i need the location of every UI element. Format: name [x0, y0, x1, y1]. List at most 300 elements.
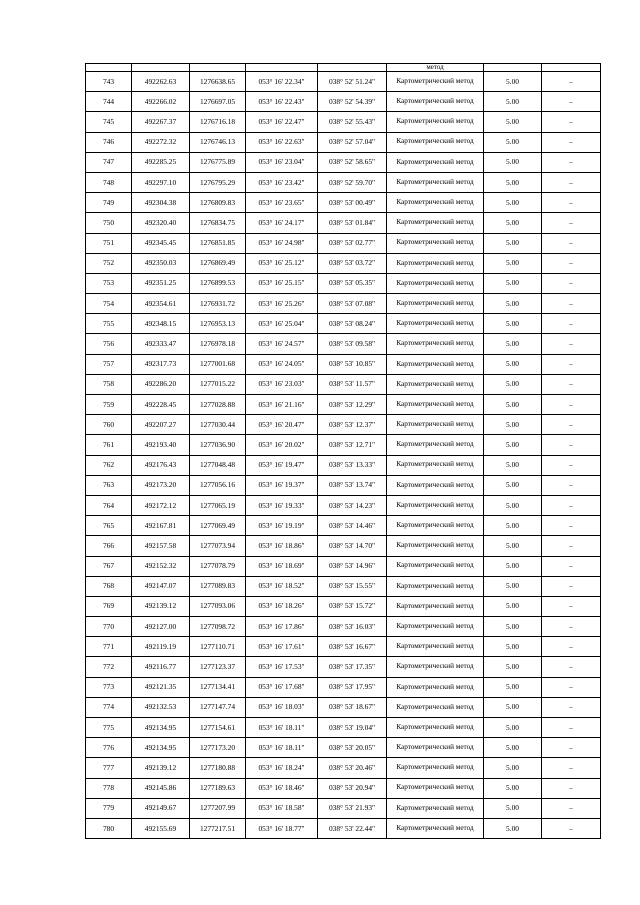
y-coordinate-cell: 1276795.29 — [190, 172, 246, 192]
y-coordinate-cell: 1277073.94 — [190, 536, 246, 556]
note-cell: – — [542, 455, 601, 475]
note-cell: – — [542, 536, 601, 556]
accuracy-cell: 5.00 — [484, 253, 542, 273]
table-row — [86, 112, 601, 132]
header-cell — [484, 64, 542, 72]
latitude-cell: 053° 16' 19.47" — [246, 455, 318, 475]
method-cell: Картометрический метод — [387, 294, 484, 314]
note-cell: – — [542, 152, 601, 172]
table-row — [86, 617, 601, 637]
point-number-cell: 779 — [86, 798, 132, 818]
method-cell: Картометрический метод — [387, 798, 484, 818]
longitude-cell: 038° 53' 18.67" — [318, 697, 387, 717]
note-cell: – — [542, 253, 601, 273]
accuracy-cell: 5.00 — [484, 193, 542, 213]
y-coordinate-cell: 1277056.16 — [190, 475, 246, 495]
note-cell: – — [542, 435, 601, 455]
latitude-cell: 053° 16' 25.26" — [246, 294, 318, 314]
method-cell: Картометрический метод — [387, 536, 484, 556]
table-row — [86, 294, 601, 314]
longitude-cell: 038° 53' 16.67" — [318, 637, 387, 657]
table-row — [86, 475, 601, 495]
accuracy-cell: 5.00 — [484, 395, 542, 415]
note-cell: – — [542, 516, 601, 536]
method-cell: Картометрический метод — [387, 596, 484, 616]
y-coordinate-cell: 1277089.83 — [190, 576, 246, 596]
note-cell: – — [542, 556, 601, 576]
point-number-cell: 761 — [86, 435, 132, 455]
latitude-cell: 053° 16' 18.69" — [246, 556, 318, 576]
longitude-cell: 038° 53' 12.71" — [318, 435, 387, 455]
latitude-cell: 053° 16' 17.53" — [246, 657, 318, 677]
x-coordinate-cell: 492149.67 — [132, 798, 190, 818]
x-coordinate-cell: 492132.53 — [132, 697, 190, 717]
header-cell — [542, 64, 601, 72]
accuracy-cell: 5.00 — [484, 273, 542, 293]
note-cell: – — [542, 132, 601, 152]
table-header-fragment — [86, 64, 601, 72]
note-cell: – — [542, 758, 601, 778]
x-coordinate-cell: 492134.95 — [132, 738, 190, 758]
table-row — [86, 637, 601, 657]
point-number-cell: 752 — [86, 253, 132, 273]
x-coordinate-cell: 492286.20 — [132, 374, 190, 394]
y-coordinate-cell: 1277180.88 — [190, 758, 246, 778]
accuracy-cell: 5.00 — [484, 455, 542, 475]
note-cell: – — [542, 112, 601, 132]
y-coordinate-cell: 1277078.79 — [190, 556, 246, 576]
accuracy-cell: 5.00 — [484, 576, 542, 596]
longitude-cell: 038° 53' 13.33" — [318, 455, 387, 475]
y-coordinate-cell: 1277015.22 — [190, 374, 246, 394]
latitude-cell: 053° 16' 18.52" — [246, 576, 318, 596]
point-number-cell: 759 — [86, 395, 132, 415]
longitude-cell: 038° 53' 12.37" — [318, 415, 387, 435]
longitude-cell: 038° 53' 16.03" — [318, 617, 387, 637]
document-page — [85, 63, 600, 839]
longitude-cell: 038° 53' 17.35" — [318, 657, 387, 677]
latitude-cell: 053° 16' 19.19" — [246, 516, 318, 536]
latitude-cell: 053° 16' 18.86" — [246, 536, 318, 556]
point-number-cell: 766 — [86, 536, 132, 556]
accuracy-cell: 5.00 — [484, 677, 542, 697]
latitude-cell: 053° 16' 18.11" — [246, 718, 318, 738]
note-cell: – — [542, 172, 601, 192]
accuracy-cell: 5.00 — [484, 778, 542, 798]
method-cell: Картометрический метод — [387, 516, 484, 536]
method-cell: Картометрический метод — [387, 818, 484, 838]
header-cell — [132, 64, 190, 72]
y-coordinate-cell: 1277154.61 — [190, 718, 246, 738]
note-cell: – — [542, 334, 601, 354]
y-coordinate-cell: 1277123.37 — [190, 657, 246, 677]
longitude-cell: 038° 53' 11.57" — [318, 374, 387, 394]
accuracy-cell: 5.00 — [484, 374, 542, 394]
latitude-cell: 053° 16' 17.86" — [246, 617, 318, 637]
note-cell: – — [542, 92, 601, 112]
table-row — [86, 132, 601, 152]
x-coordinate-cell: 492351.25 — [132, 273, 190, 293]
point-number-cell: 762 — [86, 455, 132, 475]
note-cell: – — [542, 637, 601, 657]
point-number-cell: 764 — [86, 495, 132, 515]
latitude-cell: 053° 16' 23.42" — [246, 172, 318, 192]
method-cell: Картометрический метод — [387, 395, 484, 415]
method-cell: Картометрический метод — [387, 677, 484, 697]
point-number-cell: 757 — [86, 354, 132, 374]
latitude-cell: 053° 16' 18.03" — [246, 697, 318, 717]
accuracy-cell: 5.00 — [484, 596, 542, 616]
latitude-cell: 053° 16' 18.24" — [246, 758, 318, 778]
method-cell: Картометрический метод — [387, 415, 484, 435]
point-number-cell: 780 — [86, 818, 132, 838]
longitude-cell: 038° 52' 59.70" — [318, 172, 387, 192]
accuracy-cell: 5.00 — [484, 213, 542, 233]
accuracy-cell: 5.00 — [484, 334, 542, 354]
y-coordinate-cell: 1277065.19 — [190, 495, 246, 515]
latitude-cell: 053° 16' 23.04" — [246, 152, 318, 172]
note-cell: – — [542, 697, 601, 717]
table-row — [86, 718, 601, 738]
method-cell: Картометрический метод — [387, 253, 484, 273]
x-coordinate-cell: 492262.63 — [132, 72, 190, 92]
latitude-cell: 053° 16' 22.34" — [246, 72, 318, 92]
x-coordinate-cell: 492134.95 — [132, 718, 190, 738]
latitude-cell: 053° 16' 24.05" — [246, 354, 318, 374]
point-number-cell: 745 — [86, 112, 132, 132]
point-number-cell: 749 — [86, 193, 132, 213]
note-cell: – — [542, 677, 601, 697]
table-row — [86, 172, 601, 192]
x-coordinate-cell: 492266.02 — [132, 92, 190, 112]
latitude-cell: 053° 16' 22.47" — [246, 112, 318, 132]
table-row — [86, 758, 601, 778]
longitude-cell: 038° 53' 22.44" — [318, 818, 387, 838]
x-coordinate-cell: 492193.40 — [132, 435, 190, 455]
latitude-cell: 053° 16' 24.17" — [246, 213, 318, 233]
latitude-cell: 053° 16' 17.68" — [246, 677, 318, 697]
note-cell: – — [542, 495, 601, 515]
method-cell: Картометрический метод — [387, 354, 484, 374]
method-cell: Картометрический метод — [387, 132, 484, 152]
point-number-cell: 768 — [86, 576, 132, 596]
accuracy-cell: 5.00 — [484, 233, 542, 253]
y-coordinate-cell: 1276775.89 — [190, 152, 246, 172]
latitude-cell: 053° 16' 19.37" — [246, 475, 318, 495]
x-coordinate-cell: 492304.38 — [132, 193, 190, 213]
point-number-cell: 777 — [86, 758, 132, 778]
y-coordinate-cell: 1276834.75 — [190, 213, 246, 233]
point-number-cell: 747 — [86, 152, 132, 172]
accuracy-cell: 5.00 — [484, 415, 542, 435]
y-coordinate-cell: 1276978.18 — [190, 334, 246, 354]
accuracy-cell: 5.00 — [484, 637, 542, 657]
point-number-cell: 769 — [86, 596, 132, 616]
longitude-cell: 038° 53' 20.46" — [318, 758, 387, 778]
y-coordinate-cell: 1276746.13 — [190, 132, 246, 152]
note-cell: – — [542, 294, 601, 314]
accuracy-cell: 5.00 — [484, 536, 542, 556]
x-coordinate-cell: 492348.15 — [132, 314, 190, 334]
x-coordinate-cell: 492317.73 — [132, 354, 190, 374]
latitude-cell: 053° 16' 20.02" — [246, 435, 318, 455]
table-row — [86, 778, 601, 798]
latitude-cell: 053° 16' 20.47" — [246, 415, 318, 435]
x-coordinate-cell: 492285.25 — [132, 152, 190, 172]
note-cell: – — [542, 818, 601, 838]
x-coordinate-cell: 492139.12 — [132, 758, 190, 778]
point-number-cell: 772 — [86, 657, 132, 677]
y-coordinate-cell: 1277110.71 — [190, 637, 246, 657]
y-coordinate-cell: 1276899.53 — [190, 273, 246, 293]
method-cell: Картометрический метод — [387, 637, 484, 657]
latitude-cell: 053° 16' 25.12" — [246, 253, 318, 273]
y-coordinate-cell: 1277147.74 — [190, 697, 246, 717]
x-coordinate-cell: 492119.19 — [132, 637, 190, 657]
note-cell: – — [542, 233, 601, 253]
point-number-cell: 770 — [86, 617, 132, 637]
method-cell: Картометрический метод — [387, 334, 484, 354]
header-cell — [246, 64, 318, 72]
table-row — [86, 798, 601, 818]
longitude-cell: 038° 53' 17.95" — [318, 677, 387, 697]
table-row — [86, 596, 601, 616]
longitude-cell: 038° 53' 14.23" — [318, 495, 387, 515]
method-cell: Картометрический метод — [387, 152, 484, 172]
accuracy-cell: 5.00 — [484, 697, 542, 717]
method-cell: Картометрический метод — [387, 72, 484, 92]
method-cell: Картометрический метод — [387, 718, 484, 738]
x-coordinate-cell: 492333.47 — [132, 334, 190, 354]
table-row — [86, 697, 601, 717]
table-row — [86, 657, 601, 677]
y-coordinate-cell: 1276697.05 — [190, 92, 246, 112]
y-coordinate-cell: 1277048.48 — [190, 455, 246, 475]
longitude-cell: 038° 53' 20.94" — [318, 778, 387, 798]
table-row — [86, 435, 601, 455]
x-coordinate-cell: 492297.10 — [132, 172, 190, 192]
x-coordinate-cell: 492167.81 — [132, 516, 190, 536]
x-coordinate-cell: 492145.86 — [132, 778, 190, 798]
point-number-cell: 754 — [86, 294, 132, 314]
method-cell: Картометрический метод — [387, 435, 484, 455]
note-cell: – — [542, 738, 601, 758]
x-coordinate-cell: 492176.43 — [132, 455, 190, 475]
note-cell: – — [542, 193, 601, 213]
y-coordinate-cell: 1276953.13 — [190, 314, 246, 334]
longitude-cell: 038° 52' 57.04" — [318, 132, 387, 152]
table-row — [86, 354, 601, 374]
accuracy-cell: 5.00 — [484, 152, 542, 172]
accuracy-cell: 5.00 — [484, 798, 542, 818]
point-number-cell: 751 — [86, 233, 132, 253]
x-coordinate-cell: 492345.45 — [132, 233, 190, 253]
y-coordinate-cell: 1276851.85 — [190, 233, 246, 253]
x-coordinate-cell: 492207.27 — [132, 415, 190, 435]
note-cell: – — [542, 273, 601, 293]
note-cell: – — [542, 798, 601, 818]
x-coordinate-cell: 492155.69 — [132, 818, 190, 838]
note-cell: – — [542, 778, 601, 798]
method-cell: Картометрический метод — [387, 576, 484, 596]
note-cell: – — [542, 617, 601, 637]
longitude-cell: 038° 53' 10.85" — [318, 354, 387, 374]
longitude-cell: 038° 52' 54.39" — [318, 92, 387, 112]
x-coordinate-cell: 492147.07 — [132, 576, 190, 596]
longitude-cell: 038° 52' 51.24" — [318, 72, 387, 92]
longitude-cell: 038° 53' 07.08" — [318, 294, 387, 314]
x-coordinate-cell: 492272.32 — [132, 132, 190, 152]
method-cell: Картометрический метод — [387, 314, 484, 334]
header-cell — [190, 64, 246, 72]
point-number-cell: 774 — [86, 697, 132, 717]
y-coordinate-cell: 1277001.68 — [190, 354, 246, 374]
method-cell: Картометрический метод — [387, 213, 484, 233]
table-row — [86, 72, 601, 92]
point-number-cell: 765 — [86, 516, 132, 536]
longitude-cell: 038° 53' 14.46" — [318, 516, 387, 536]
point-number-cell: 756 — [86, 334, 132, 354]
point-number-cell: 753 — [86, 273, 132, 293]
method-cell: Картометрический метод — [387, 233, 484, 253]
longitude-cell: 038° 53' 15.55" — [318, 576, 387, 596]
accuracy-cell: 5.00 — [484, 818, 542, 838]
table-row — [86, 374, 601, 394]
longitude-cell: 038° 52' 55.43" — [318, 112, 387, 132]
latitude-cell: 053° 16' 21.16" — [246, 395, 318, 415]
note-cell: – — [542, 718, 601, 738]
x-coordinate-cell: 492152.32 — [132, 556, 190, 576]
latitude-cell: 053° 16' 23.65" — [246, 193, 318, 213]
method-cell: Картометрический метод — [387, 617, 484, 637]
y-coordinate-cell: 1277028.88 — [190, 395, 246, 415]
y-coordinate-cell: 1276716.18 — [190, 112, 246, 132]
accuracy-cell: 5.00 — [484, 475, 542, 495]
table-row — [86, 233, 601, 253]
point-number-cell: 746 — [86, 132, 132, 152]
point-number-cell: 744 — [86, 92, 132, 112]
note-cell: – — [542, 72, 601, 92]
table-row — [86, 818, 601, 838]
method-cell: Картометрический метод — [387, 475, 484, 495]
longitude-cell: 038° 53' 15.72" — [318, 596, 387, 616]
accuracy-cell: 5.00 — [484, 72, 542, 92]
y-coordinate-cell: 1277036.90 — [190, 435, 246, 455]
table-row — [86, 314, 601, 334]
x-coordinate-cell: 492116.77 — [132, 657, 190, 677]
table-row — [86, 152, 601, 172]
point-number-cell: 743 — [86, 72, 132, 92]
latitude-cell: 053° 16' 18.46" — [246, 778, 318, 798]
method-cell: Картометрический метод — [387, 374, 484, 394]
note-cell: – — [542, 314, 601, 334]
method-cell: Картометрический метод — [387, 697, 484, 717]
latitude-cell: 053° 16' 18.11" — [246, 738, 318, 758]
accuracy-cell: 5.00 — [484, 435, 542, 455]
table-row — [86, 495, 601, 515]
longitude-cell: 038° 53' 12.29" — [318, 395, 387, 415]
accuracy-cell: 5.00 — [484, 758, 542, 778]
note-cell: – — [542, 596, 601, 616]
table-row — [86, 455, 601, 475]
note-cell: – — [542, 395, 601, 415]
accuracy-cell: 5.00 — [484, 112, 542, 132]
note-cell: – — [542, 354, 601, 374]
method-cell: Картометрический метод — [387, 738, 484, 758]
header-cell — [86, 64, 132, 72]
y-coordinate-cell: 1277098.72 — [190, 617, 246, 637]
header-method-tail: метод — [387, 64, 484, 72]
accuracy-cell: 5.00 — [484, 314, 542, 334]
latitude-cell: 053° 16' 18.58" — [246, 798, 318, 818]
x-coordinate-cell: 492173.20 — [132, 475, 190, 495]
point-number-cell: 760 — [86, 415, 132, 435]
y-coordinate-cell: 1277030.44 — [190, 415, 246, 435]
point-number-cell: 755 — [86, 314, 132, 334]
accuracy-cell: 5.00 — [484, 172, 542, 192]
point-number-cell: 748 — [86, 172, 132, 192]
method-cell: Картометрический метод — [387, 92, 484, 112]
method-cell: Картометрический метод — [387, 193, 484, 213]
accuracy-cell: 5.00 — [484, 92, 542, 112]
latitude-cell: 053° 16' 25.04" — [246, 314, 318, 334]
longitude-cell: 038° 53' 03.72" — [318, 253, 387, 273]
accuracy-cell: 5.00 — [484, 495, 542, 515]
latitude-cell: 053° 16' 19.33" — [246, 495, 318, 515]
table-row — [86, 395, 601, 415]
y-coordinate-cell: 1277207.99 — [190, 798, 246, 818]
longitude-cell: 038° 53' 00.49" — [318, 193, 387, 213]
x-coordinate-cell: 492157.58 — [132, 536, 190, 556]
longitude-cell: 038° 53' 09.58" — [318, 334, 387, 354]
x-coordinate-cell: 492228.45 — [132, 395, 190, 415]
longitude-cell: 038° 53' 14.96" — [318, 556, 387, 576]
y-coordinate-cell: 1277173.20 — [190, 738, 246, 758]
table-row — [86, 334, 601, 354]
accuracy-cell: 5.00 — [484, 738, 542, 758]
longitude-cell: 038° 53' 19.04" — [318, 718, 387, 738]
longitude-cell: 038° 53' 20.05" — [318, 738, 387, 758]
x-coordinate-cell: 492121.35 — [132, 677, 190, 697]
x-coordinate-cell: 492127.00 — [132, 617, 190, 637]
longitude-cell: 038° 53' 01.84" — [318, 213, 387, 233]
table-row — [86, 536, 601, 556]
method-cell: Картометрический метод — [387, 112, 484, 132]
point-number-cell: 771 — [86, 637, 132, 657]
table-row — [86, 193, 601, 213]
latitude-cell: 053° 16' 22.63" — [246, 132, 318, 152]
x-coordinate-cell: 492354.61 — [132, 294, 190, 314]
table-row — [86, 253, 601, 273]
header-cell — [318, 64, 387, 72]
x-coordinate-cell: 492320.40 — [132, 213, 190, 233]
method-cell: Картометрический метод — [387, 273, 484, 293]
point-number-cell: 763 — [86, 475, 132, 495]
note-cell: – — [542, 213, 601, 233]
point-number-cell: 750 — [86, 213, 132, 233]
longitude-cell: 038° 53' 02.77" — [318, 233, 387, 253]
latitude-cell: 053° 16' 17.61" — [246, 637, 318, 657]
latitude-cell: 053° 16' 25.15" — [246, 273, 318, 293]
accuracy-cell: 5.00 — [484, 657, 542, 677]
method-cell: Картометрический метод — [387, 495, 484, 515]
y-coordinate-cell: 1276638.65 — [190, 72, 246, 92]
y-coordinate-cell: 1276931.72 — [190, 294, 246, 314]
latitude-cell: 053° 16' 22.43" — [246, 92, 318, 112]
y-coordinate-cell: 1277134.41 — [190, 677, 246, 697]
accuracy-cell: 5.00 — [484, 132, 542, 152]
latitude-cell: 053° 16' 24.57" — [246, 334, 318, 354]
